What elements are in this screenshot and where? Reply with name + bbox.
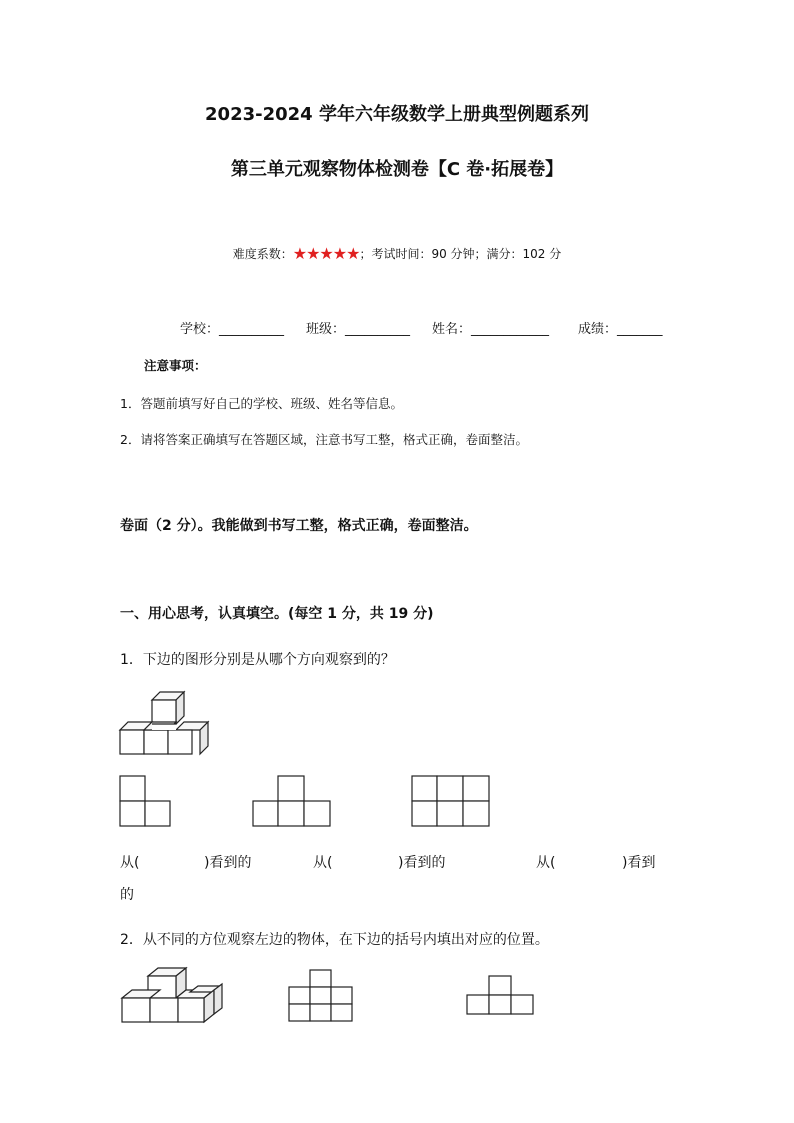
class-field[interactable]: 班级：__________: [306, 322, 411, 337]
q1-3d-figure: [118, 688, 214, 758]
difficulty-label: 难度系数：: [232, 247, 293, 261]
q1-answer-2-close: )看到的: [398, 855, 446, 871]
score-field[interactable]: 成绩：_______: [578, 322, 663, 337]
q1-answer-3-close: )看到: [622, 855, 656, 871]
neatness-statement: 卷面（2 分）。我能做到书写工整，格式正确，卷面整洁。: [120, 518, 478, 534]
question-2-text: 2．从不同的方位观察左边的物体，在下边的括号内填出对应的位置。: [120, 932, 549, 948]
q1-answer-3-wrap: 的: [120, 887, 134, 903]
q1-view-2: [253, 776, 331, 828]
school-field[interactable]: 学校：__________: [180, 322, 285, 337]
exam-meta: [0, 244, 794, 263]
q2-3d-figure: [120, 966, 226, 1026]
question-1-text: 1．下边的图形分别是从哪个方向观察到的？: [120, 652, 395, 668]
name-field[interactable]: 姓名：____________: [432, 322, 550, 337]
q2-view-1: [289, 970, 353, 1022]
section-1-heading: 一、用心思考，认真填空。(每空 1 分，共 19 分): [120, 606, 434, 622]
q1-view-3: [412, 776, 490, 828]
title-line-1: 2023-2024 学年六年级数学上册典型例题系列: [205, 104, 589, 125]
notes-heading: 注意事项：: [144, 358, 207, 373]
q1-answer-1-open: 从(: [120, 855, 140, 871]
q2-view-2: [467, 976, 535, 1016]
note-item-1: 1．答题前填写好自己的学校、班级、姓名等信息。: [120, 396, 403, 411]
q1-answer-3-open: 从(: [536, 855, 556, 871]
q1-answer-1-close: )看到的: [204, 855, 252, 871]
q1-view-1: [120, 776, 172, 828]
q1-answer-2-open: 从(: [313, 855, 333, 871]
star-icon: ★★★★★: [292, 244, 360, 263]
title-line-2: 第三单元观察物体检测卷【C 卷·拓展卷】: [230, 159, 564, 180]
note-item-2: 2．请将答案正确填写在答题区域，注意书写工整，格式正确，卷面整洁。: [120, 432, 528, 447]
exam-meta-rest: ；考试时间：90 分钟；满分：102 分: [359, 247, 562, 261]
